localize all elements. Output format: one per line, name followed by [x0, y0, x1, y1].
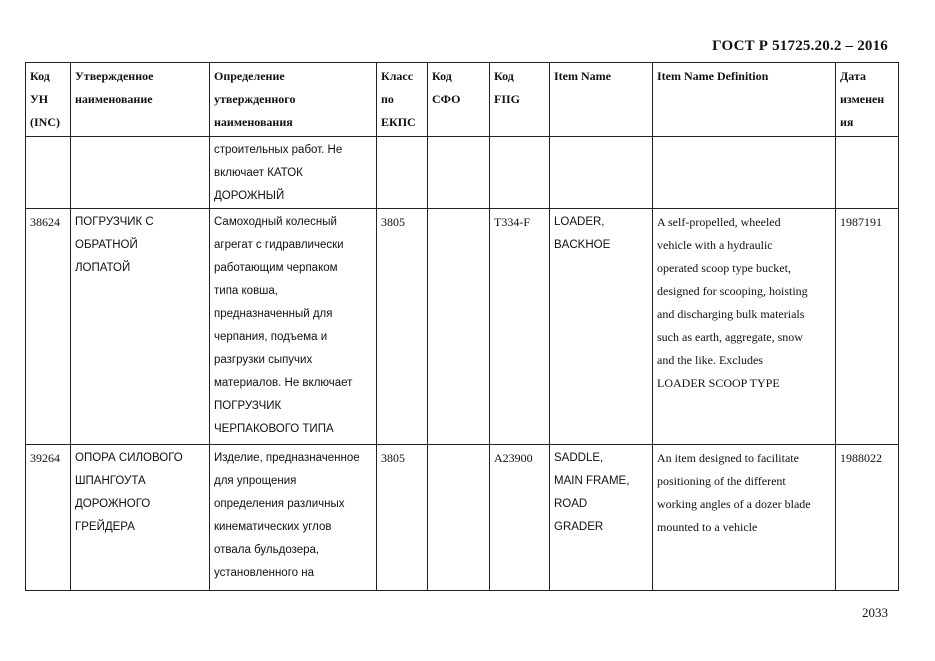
cell-definition: Самоходный колесный агрегат с гидравлически работающим черпаком типа ковша, предназначенный для черпания, подъема и разгрузки сыпучих материалов. Не включает ПОГРУЗЧИК ЧЕРПАКОВОГО ТИПА	[210, 209, 377, 445]
cell-class: 3805	[377, 445, 428, 591]
cell-sfo	[428, 209, 490, 445]
cell-sfo	[428, 137, 490, 209]
cell-sfo	[428, 445, 490, 591]
col-header-approved-name: Утвержденное наименование	[71, 63, 210, 137]
cell-date: 1988022	[836, 445, 899, 591]
cell-definition: строительных работ. Не включает КАТОК ДОРОЖНЫЙ	[210, 137, 377, 209]
cell-date	[836, 137, 899, 209]
cell-item-definition: An item designed to facilitate positioning of the different working angles of a dozer blade mounted to a vehicle	[653, 445, 836, 591]
cell-fiig: T334-F	[490, 209, 550, 445]
cell-definition: Изделие, предназначенное для упрощения определения различных кинематических углов отвала бульдозера, установленного на	[210, 445, 377, 591]
cell-item-definition	[653, 137, 836, 209]
col-header-item-name: Item Name	[550, 63, 653, 137]
page-number: 2033	[862, 605, 888, 620]
cell-date: 1987191	[836, 209, 899, 445]
col-header-ekps-class: Класс по ЕКПС	[377, 63, 428, 137]
cell-inc: 39264	[26, 445, 71, 591]
table-row	[26, 445, 899, 591]
table-header-row	[26, 63, 899, 137]
cell-class	[377, 137, 428, 209]
cell-name: ОПОРА СИЛОВОГО ШПАНГОУТА ДОРОЖНОГО ГРЕЙДЕРА	[71, 445, 210, 591]
col-header-change-date: Дата изменен ия	[836, 63, 899, 137]
col-header-sfo-code: Код СФО	[428, 63, 490, 137]
table-row	[26, 137, 899, 209]
col-header-inc: Код УН (INC)	[26, 63, 71, 137]
cell-inc: 38624	[26, 209, 71, 445]
cell-name: ПОГРУЗЧИК С ОБРАТНОЙ ЛОПАТОЙ	[71, 209, 210, 445]
col-header-fiig-code: Код FIIG	[490, 63, 550, 137]
col-header-definition: Определение утвержденного наименования	[210, 63, 377, 137]
cell-class: 3805	[377, 209, 428, 445]
col-header-item-name-definition: Item Name Definition	[653, 63, 836, 137]
cell-item-definition: A self-propelled, wheeled vehicle with a hydraulic operated scoop type bucket, designed for scooping, hoisting and discharging bulk materials such as earth, aggregate, snow and the like. Excludes LOADER SCOOP TYPE	[653, 209, 836, 445]
cell-name	[71, 137, 210, 209]
classification-table	[25, 62, 899, 591]
cell-item-name: LOADER, BACKHOE	[550, 209, 653, 445]
table-row	[26, 209, 899, 445]
cell-inc	[26, 137, 71, 209]
cell-fiig	[490, 137, 550, 209]
cell-fiig: A23900	[490, 445, 550, 591]
cell-item-name: SADDLE, MAIN FRAME, ROAD GRADER	[550, 445, 653, 591]
document-title: ГОСТ Р 51725.20.2 – 2016	[712, 38, 888, 54]
cell-item-name	[550, 137, 653, 209]
